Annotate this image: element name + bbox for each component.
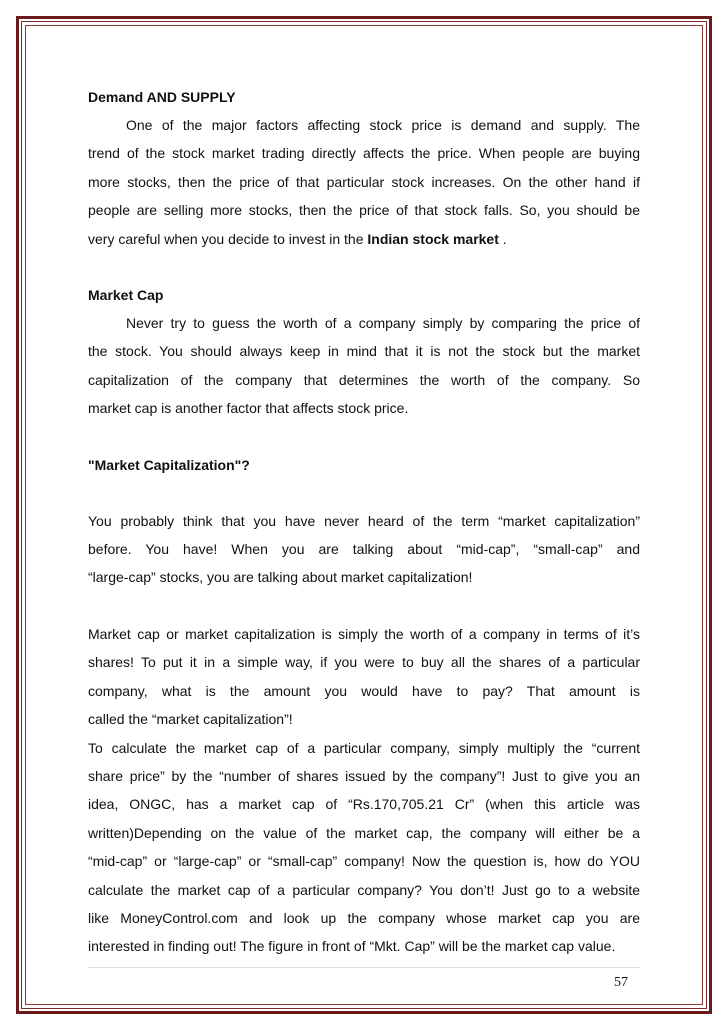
text-line: One of the major factors affecting stock price is demand and supply. The xyxy=(126,117,640,133)
text-line: before. You have! When you are talking about “mid-cap”, “small-cap” and xyxy=(88,541,640,558)
heading-market-cap: Market Cap xyxy=(88,287,164,304)
document-body xyxy=(88,83,640,961)
text-line: capitalization of the company that determines the worth of the company. So xyxy=(88,371,640,388)
text-line: written)Depending on the value of the market cap, the company will either be a xyxy=(88,824,640,841)
text-line: like MoneyControl.com and look up the company whose market cap you are xyxy=(88,909,640,926)
spacer xyxy=(88,253,640,281)
text-line xyxy=(88,225,640,253)
page-number: 57 xyxy=(614,975,628,990)
text-line: more stocks, then the price of that particular stock increases. On the other hand if xyxy=(88,173,640,190)
text-line: share price” by the “number of shares issued by the company”! Just to give you an xyxy=(88,767,640,784)
spacer xyxy=(88,423,640,451)
text-line: idea, ONGC, has a market cap of “Rs.170,705.21 Cr” (when this article was xyxy=(88,796,640,813)
text-line: Never try to guess the worth of a company simply by comparing the price of xyxy=(126,315,640,332)
text-line: interested in finding out! The figure in front of “Mkt. Cap” will be the market cap value. xyxy=(88,938,616,955)
text-fragment: . xyxy=(498,230,507,247)
text-line: company, what is the amount you would have to pay? That amount is xyxy=(88,682,640,699)
text-line: people are selling more stocks, then the price of that stock falls. So, you should be xyxy=(88,202,640,219)
paragraph-market-cap xyxy=(88,309,640,423)
text-line: calculate the market cap of a particular company? You don’t! Just go to a website xyxy=(88,881,640,898)
text-line: To calculate the market cap of a particular company, simply multiply the “current xyxy=(88,739,640,756)
text-line: Market cap or market capitalization is simply the worth of a company in terms of it’s xyxy=(88,625,640,642)
heading-demand-supply: Demand AND SUPPLY xyxy=(88,89,236,105)
text-line: “mid-cap” or “large-cap” or “small-cap” company! Now the question is, how do YOU xyxy=(88,853,640,870)
text-line: “large-cap” stocks, you are talking about market capitalization! xyxy=(88,569,473,586)
text-line: trend of the stock market trading directly affects the price. When people are buying xyxy=(88,145,640,162)
text-line: shares! To put it in a simple way, if you were to buy all the shares of a particular xyxy=(88,654,640,671)
paragraph-intro xyxy=(88,507,640,592)
spacer xyxy=(88,592,640,620)
paragraph-definition xyxy=(88,620,640,961)
text-line: called the “market capitalization”! xyxy=(88,711,293,728)
text-fragment: very careful when you decide to invest in the xyxy=(88,230,368,247)
heading-market-capitalization: "Market Capitalization"? xyxy=(88,456,250,473)
text-line: market cap is another factor that affects stock price. xyxy=(88,400,409,417)
text-line: the stock. You should always keep in mind that it is not the stock but the market xyxy=(88,343,640,360)
paragraph-demand-supply xyxy=(88,111,640,253)
indian-stock-market-link[interactable]: Indian stock market xyxy=(367,230,499,247)
text-line: You probably think that you have never heard of the term “market capitalization” xyxy=(88,512,640,529)
footer-divider xyxy=(88,967,640,968)
spacer xyxy=(88,479,640,507)
